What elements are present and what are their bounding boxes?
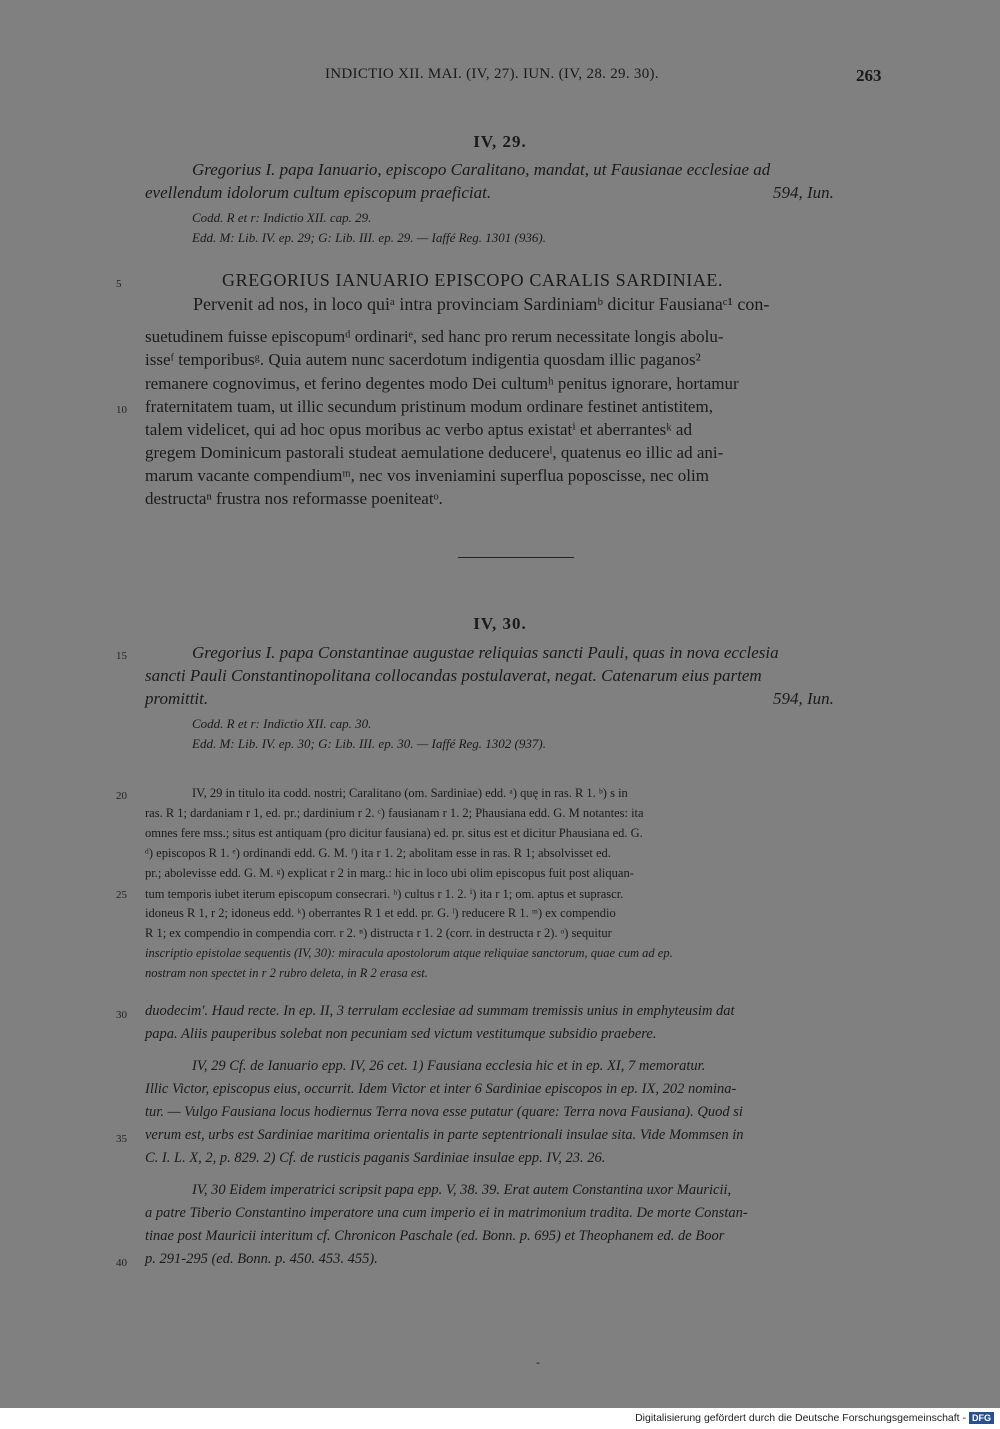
line-number: 10 xyxy=(116,404,127,416)
text-line: gregem Dominicum pastorali studeat aemulatione deducereˡ, quatenus eo illic ad ani- xyxy=(145,443,724,462)
summary-line: Gregorius I. papa Constantinae augustae reliquias sancti Pauli, quas in nova ecclesia xyxy=(192,643,779,662)
line-number: 40 xyxy=(116,1257,127,1269)
commentary-line: tinae post Mauricii interitum cf. Chronicon Paschale (ed. Bonn. p. 695) et Theophanem ed. de Boor xyxy=(145,1228,725,1244)
commentary-line: IV, 29 Cf. de Ianuario epp. IV, 26 cet. 1) Fausiana ecclesia hic et in ep. XI, 7 memoratur. xyxy=(192,1058,706,1074)
summary-line: sancti Pauli Constantinopolitana collocandas postulaverat, negat. Catenarum eius partem xyxy=(145,666,762,685)
commentary-line: verum est, urbs est Sardiniae maritima orientalis in parte septentrionali insulae sita. Vide Mommsen in xyxy=(145,1127,744,1143)
apparatus-line: IV, 29 in titulo ita codd. nostri; Caralitano (om. Sardiniae) edd. ᵃ) quę in ras. R 1. ᵇ) s in xyxy=(192,786,628,800)
page-mark: - xyxy=(536,1355,540,1369)
line-number: 20 xyxy=(116,790,127,802)
dfg-logo: DFG xyxy=(969,1412,994,1424)
letter-date: 594, Iun. xyxy=(773,183,834,202)
summary-line: promittit. xyxy=(145,689,209,708)
editions-line: Edd. M: Lib. IV. ep. 29; G: Lib. III. ep. 29. — Iaffé Reg. 1301 (936). xyxy=(192,230,546,245)
text-line: marum vacante compendiumᵐ, nec vos inveniamini superflua poposcisse, nec olim xyxy=(145,466,709,485)
summary-line: Gregorius I. papa Ianuario, episcopo Caralitano, mandat, ut Fausianae ecclesiae ad xyxy=(192,160,771,179)
letter-number: IV, 29. xyxy=(473,132,527,151)
line-number: 30 xyxy=(116,1009,127,1021)
credit-text: Digitalisierung gefördert durch die Deutsche Forschungsgemeinschaft - xyxy=(635,1412,966,1424)
letter-date: 594, Iun. xyxy=(773,689,834,708)
apparatus-line: ras. R 1; dardaniam r 1, ed. pr.; dardinium r 2. ᶜ) fausianam r 1. 2; Phausiana edd. G. M notantes: ita xyxy=(145,806,644,820)
text-line: talem videlicet, qui ad hoc opus moribus ac verbo aptus existatⁱ et aberrantesᵏ ad xyxy=(145,420,692,439)
letter-number: IV, 30. xyxy=(473,614,527,633)
apparatus-line: omnes fere mss.; situs est antiquam (pro dicitur fausiana) ed. pr. situs est et dicitur Phausiana ed. G. xyxy=(145,826,643,840)
apparatus-line: ᵈ) episcopos R 1. ᵉ) ordinandi edd. G. M. ᶠ) ita r 1. 2; abolitam esse in ras. R 1; absolvisset ed. xyxy=(145,846,611,860)
line-number: 25 xyxy=(116,889,127,901)
commentary-line: C. I. L. X, 2, p. 829. 2) Cf. de rusticis paganis Sardiniae insulae epp. IV, 23. 26. xyxy=(145,1150,606,1166)
text-line: remanere cognovimus, et ferino degentes modo Dei cultumʰ penitus ignorare, hortamur xyxy=(145,374,739,393)
codices-line: Codd. R et r: Indictio XII. cap. 30. xyxy=(192,716,372,731)
codices-line: Codd. R et r: Indictio XII. cap. 29. xyxy=(192,210,372,225)
editions-line: Edd. M: Lib. IV. ep. 30; G: Lib. III. ep. 30. — Iaffé Reg. 1302 (937). xyxy=(192,736,546,751)
commentary-line: Illic Victor, episcopus eius, occurrit. Idem Victor et inter 6 Sardiniae episcopos in ep. IX, 202 nomina- xyxy=(145,1081,737,1097)
text-line: destructaⁿ frustra nos reformasse poeniteatᵒ. xyxy=(145,489,443,508)
text-line: suetudinem fuisse episcopumᵈ ordinariᵉ, sed hanc pro rerum necessitate longis abolu- xyxy=(145,327,724,346)
text-line: Pervenit ad nos, in loco quiᵃ intra provinciam Sardiniamᵇ dicitur Fausianaᶜ¹ con- xyxy=(193,294,770,314)
apparatus-line: pr.; abolevisse edd. G. M. ᵍ) explicat r 2 in marg.: hic in loco ubi olim episcopus fuit post aliquan- xyxy=(145,866,634,880)
apparatus-line: idoneus R 1, r 2; idoneus edd. ᵏ) oberrantes R 1 et edd. pr. G. ˡ) reducere R 1. ᵐ) ex compendio xyxy=(145,906,616,920)
separator-rule xyxy=(458,557,574,558)
apparatus-line: nostram non spectet in r 2 rubro deleta, in R 2 erasa est. xyxy=(145,966,428,980)
line-number: 35 xyxy=(116,1133,127,1145)
apparatus-line: inscriptio epistolae sequentis (IV, 30): miracula apostolorum atque reliquiae sanctorum, quae cum ad ep. xyxy=(145,946,673,960)
digitization-credit xyxy=(635,1412,994,1424)
commentary-line: IV, 30 Eidem imperatrici scripsit papa epp. V, 38. 39. Erat autem Constantina uxor Mauricii, xyxy=(192,1182,732,1198)
summary-line: evellendum idolorum cultum episcopum praeficiat. xyxy=(145,183,492,202)
text-line: isseᶠ temporibusᵍ. Quia autem nunc sacerdotum indigentia quosdam illic paganos² xyxy=(145,350,701,369)
commentary-line: tur. — Vulgo Fausiana locus hodiernus Terra nova esse putatur (quare: Terra nova Fausiana). Quod si xyxy=(145,1104,743,1120)
running-title: INDICTIO XII. MAI. (IV, 27). IUN. (IV, 28. 29. 30). xyxy=(325,66,659,82)
line-number: 15 xyxy=(116,650,127,662)
page-number: 263 xyxy=(856,66,882,85)
commentary-line: papa. Aliis pauperibus solebat non pecuniam sed victum vestitumque subsidio praebere. xyxy=(145,1026,657,1042)
commentary-line: duodecim'. Haud recte. In ep. II, 3 terrulam ecclesiae ad summam tremissis unius in emphyteusim dat xyxy=(145,1003,735,1019)
apparatus-line: tum temporis iubet iterum episcopum consecrari. ʰ) cultus r 1. 2. ⁱ) ita r 1; om. aptus et suprascr. xyxy=(145,887,624,901)
line-number: 5 xyxy=(116,278,122,290)
text-line: fraternitatem tuam, ut illic secundum pristinum modum ordinare festinet antistitem, xyxy=(145,397,713,416)
apparatus-line: R 1; ex compendio in compendia corr. r 2. ⁿ) distructa r 1. 2 (corr. in destructa r 2). ᵒ) sequitur xyxy=(145,926,612,940)
letter-title: GREGORIUS IANUARIO EPISCOPO CARALIS SARDINIAE. xyxy=(222,270,724,290)
commentary-line: p. 291-295 (ed. Bonn. p. 450. 453. 455). xyxy=(145,1251,378,1267)
commentary-line: a patre Tiberio Constantino imperatore una cum imperio ei in matrimonium tradita. De morte Constan- xyxy=(145,1205,748,1221)
